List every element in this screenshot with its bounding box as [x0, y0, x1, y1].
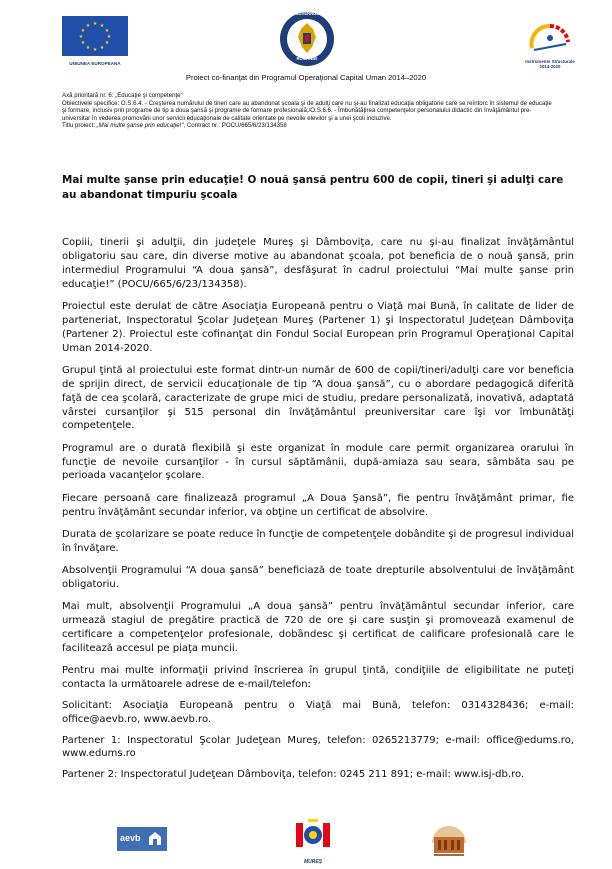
paragraph: Durata de şcolarizare se poate reduce în funcţie de competenţele dobândite şi de progresul individual în învăţare.: [62, 528, 574, 554]
article-headline: Mai multe şanse prin educaţie! O nouă şansă pentru 600 de copii, tineri şi adulţi care au abandonat timpuriu şcoala: [62, 174, 564, 201]
paragraph: Proiectul este derulat de către Asociaţia Europeană pentru o Viaţă mai Bună, în calitate de lider de parteneriat, Inspectoratul Şcolar Judeţean Mureş (Partener 1) şi Inspectoratul Judeţean Dâmboviţa (Partener 2). Proiectul este cofinanţat din Fondul Social European prin Programul Operaţional Capital Uman 2014-2020.: [62, 300, 574, 354]
contact-applicant: Solicitant: Asociaţia Europeană pentru o Viaţă mai Bună, telefon: 0314328436; e-mail: office@aevb.ro, www.aevb.ro.: [62, 699, 574, 725]
paragraph: Absolvenţii Programului “A doua şansă” beneficiază de toate drepturile absolventului de învăţământ obligatoriu.: [62, 564, 574, 590]
is-caption-line2: 2014-2020: [539, 64, 561, 69]
eu-flag-icon: [62, 16, 128, 56]
mures-label: MUREȘ: [303, 859, 323, 865]
project-meta: [62, 92, 552, 130]
svg-text:★: ★: [80, 28, 86, 34]
gov-caption-top: GUVERNUL: [295, 11, 319, 16]
priority-axis: Axă prioritară nr. 6: „Educaţie şi competenţe": [62, 92, 183, 99]
svg-text:★: ★: [104, 40, 110, 46]
paragraph: Grupul ţintă al proiectului este format dintr-un număr de 600 de copii/tineri/adulţi care vor beneficia de sprijin direct, de servicii educaţionale de tip “A doua şansă”, cu o abordare pedagogică diferită faţă de cea şcolară, caracterizate de grupe mici de studiu, predare personalizată, inovativă, adaptată vârstei cursanţilor şi 515 personal din învăţământul preuniversitar care îşi vor îmbunătăţi competenţele.: [62, 364, 574, 432]
svg-text:★: ★: [104, 28, 110, 34]
paragraph: Copiii, tinerii şi adulţii, din judeţele Mureş şi Dâmboviţa, care nu şi-au finalizat învăţământul obligatoriu sau care, din diverse motive au abandonat şcoala, pot beneficia de o nouă şansă, prin intermediul Programului “A doua şansă”, desfăşurat în cadrul proiectului “Mai multe şanse prin educaţie!” (POCU/665/6/23/134358).: [62, 237, 574, 290]
project-cofinancing-title: Proiect co-finanţat din Programul Operaţional Capital Uman 2014–2020: [185, 73, 427, 82]
svg-text:★: ★: [85, 45, 91, 51]
government-logo: [272, 9, 342, 69]
isj-dambovita-logo: [430, 823, 468, 858]
svg-text:★: ★: [78, 34, 84, 40]
structural-instruments-icon: [520, 18, 580, 54]
svg-text:★: ★: [92, 21, 98, 27]
project-title-line: [62, 122, 552, 130]
contract-number: , Contract nr.: POCU/665/6/23/134358: [183, 122, 287, 130]
svg-text:★: ★: [99, 23, 105, 29]
title-value: „Mai multe şanse prin educaţie!": [96, 122, 184, 130]
eu-logo: [62, 16, 128, 66]
eu-caption: UNIUNEA EUROPEANĂ: [69, 61, 121, 66]
svg-text:★: ★: [85, 23, 91, 29]
svg-text:★: ★: [106, 34, 112, 40]
mures-logo-icon: [290, 819, 336, 855]
aevb-label: aevb: [120, 833, 141, 843]
svg-text:★: ★: [99, 45, 105, 51]
aevb-logo: [117, 827, 167, 851]
is-caption-line1: Instrumente Structurale: [525, 59, 575, 64]
article-body: [62, 236, 574, 789]
contact-partner-2: Partener 2: Inspectoratul Judeţean Dâmboviţa, telefon: 0245 211 891; e-mail: www.isj-db.ro.: [62, 769, 525, 781]
gov-caption-bottom: ROMÂNIEI: [296, 56, 318, 61]
paragraph: Programul are o durată flexibilă şi este organizat în module care permit organizarea orarului în funcţie de nevoile cursanţilor - în cursul săptămânii, după-amiaza sau seara, sâmbăta sau pe perioada vacanţelor şcolare.: [62, 442, 574, 482]
paragraph: Fiecare persoană care finalizează programul „A Doua Şansă”, fie pentru învăţământ primar, fie pentru învăţământ secundar inferior, va obţine un certificat de absolvire.: [62, 492, 574, 518]
mures-logo: [290, 819, 336, 863]
contact-partner-1: Partener 1: Inspectoratul Şcolar Judeţean Mureş, telefon: 0265213779; e-mail: office@edums.ro, www.edums.ro: [62, 734, 574, 760]
isj-dambovita-icon: [430, 823, 468, 858]
title-label: Titlu proiect:: [62, 122, 97, 130]
specific-objectives: Obiectivele specifice: O.S.6.4. - Creşterea numărului de tineri care au abandonat şcoala şi de adulţi care nu şi-au finalizat educaţia obligatorie care se reîntorc în sistemul de educaţie şi formare, inclusiv prin programe de tip a doua şansă şi programe de formare profesională;/O.S.6.6. - Îmbunătăţirea competenţelor personalului didactic din învăţământul pre-universitar în vederea promovării unor servicii educaţionale de calitate orientate pe nevoile elevilor şi a unei şcoli incluzive.: [62, 99, 552, 122]
contact-intro: Pentru mai multe informaţii privind înscrierea în grupul ţintă, condiţiile de eligibilitate ne puteţi contacta la următoarele adrese de e-mail/telefon:: [62, 664, 574, 690]
svg-text:★: ★: [80, 40, 86, 46]
structural-instruments-logo: [520, 18, 580, 70]
paragraph: Mai mult, absolvenţii Programului „A doua şansă” pentru învăţământul secundar inferior, care urmează stagiul de pregătire practică de 720 de ore şi care susţin şi promovează examenul de certificare a competenţelor profesionale, dobândesc şi certificat de calificare profesională care le facilitează accesul pe piaţa muncii.: [62, 601, 574, 654]
svg-text:★: ★: [92, 47, 98, 53]
